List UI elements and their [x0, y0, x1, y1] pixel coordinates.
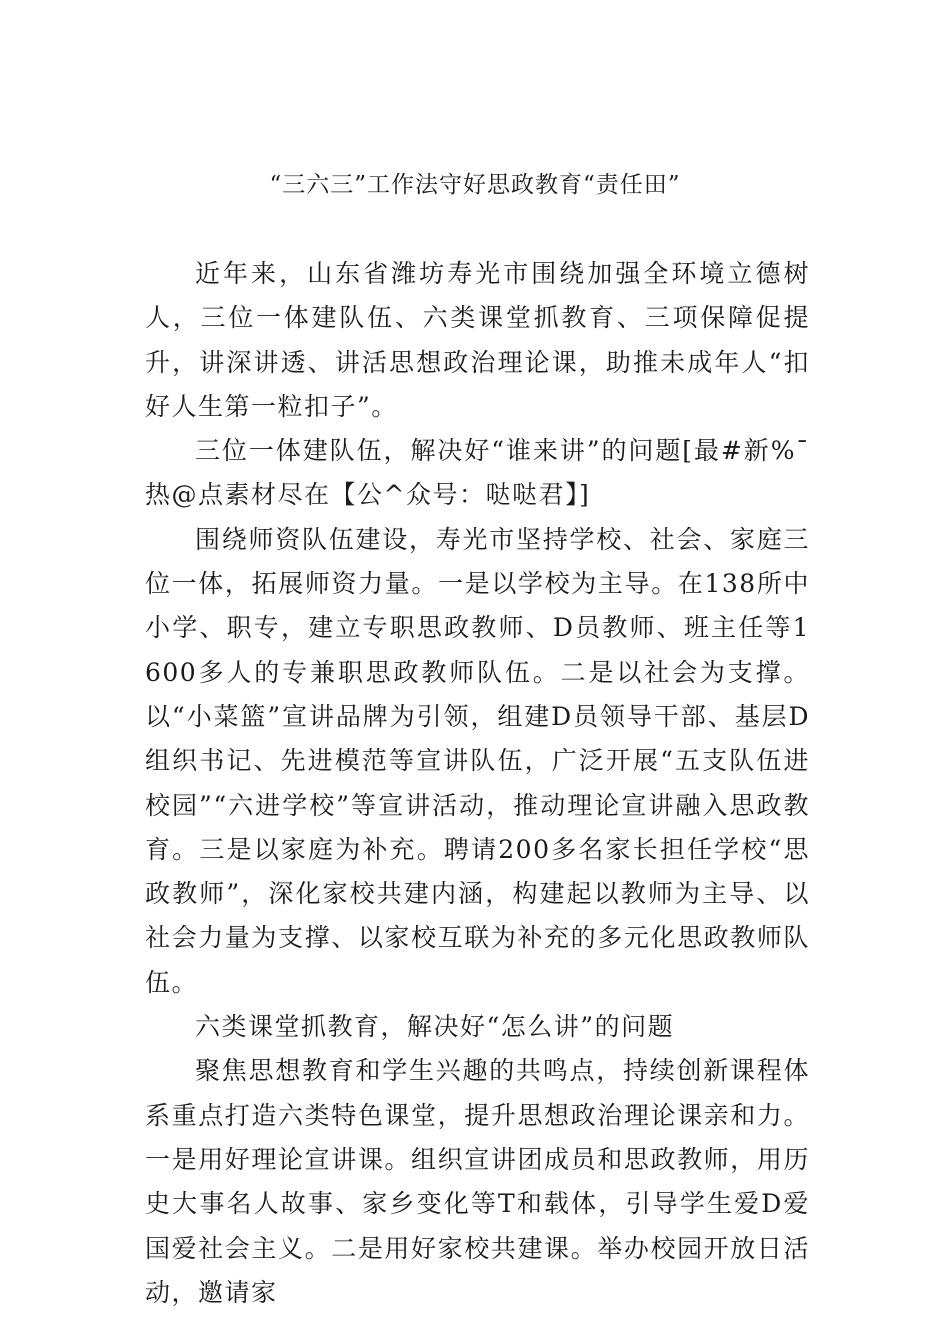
document-body: [145, 252, 810, 1315]
paragraph-team: 围绕师资队伍建设，寿光市坚持学校、社会、家庭三位一体，拓展师资力量。一是以学校为主导。在138所中小学、职专，建立专职思政教师、D员教师、班主任等1600多人的专兼职思政教师队伍。二是以社会为支撑。以“小菜篮”宣讲品牌为引领，组建D员领导干部、基层D组织书记、先进模范等宣讲队伍，广泛开展“五支队伍进校园”“六进学校”等宣讲活动，推动理论宣讲融入思政教育。三是以家庭为补充。聘请200多名家长担任学校“思政教师”，深化家校共建内涵，构建起以教师为主导、以社会力量为支撑、以家校互联为补充的多元化思政教师队伍。: [145, 524, 810, 997]
document-title: “三六三”工作法守好思政教育“责任田”: [269, 172, 681, 198]
paragraph-heading-team: 三位一体建队伍，解决好“谁来讲”的问题[最#新%¯热@点素材尽在【公^众号：哒哒君】]: [145, 436, 810, 510]
paragraph-intro: 近年来，山东省潍坊寿光市围绕加强全环境立德树人，三位一体建队伍、六类课堂抓教育、三项保障促提升，讲深讲透、讲活思想政治理论课，助推未成年人“扣好人生第一粒扣子”。: [145, 259, 810, 421]
paragraph-heading-classes: 六类课堂抓教育，解决好“怎么讲”的问题: [195, 1012, 675, 1042]
paragraph-classes: 聚焦思想教育和学生兴趣的共鸣点，持续创新课程体系重点打造六类特色课堂，提升思想政治理论课亲和力。一是用好理论宣讲课。组织宣讲团成员和思政教师，用历史大事名人故事、家乡变化等T和载体，引导学生爱D爱国爱社会主义。二是用好家校共建课。举办校园开放日活动，邀请家: [145, 1056, 810, 1307]
